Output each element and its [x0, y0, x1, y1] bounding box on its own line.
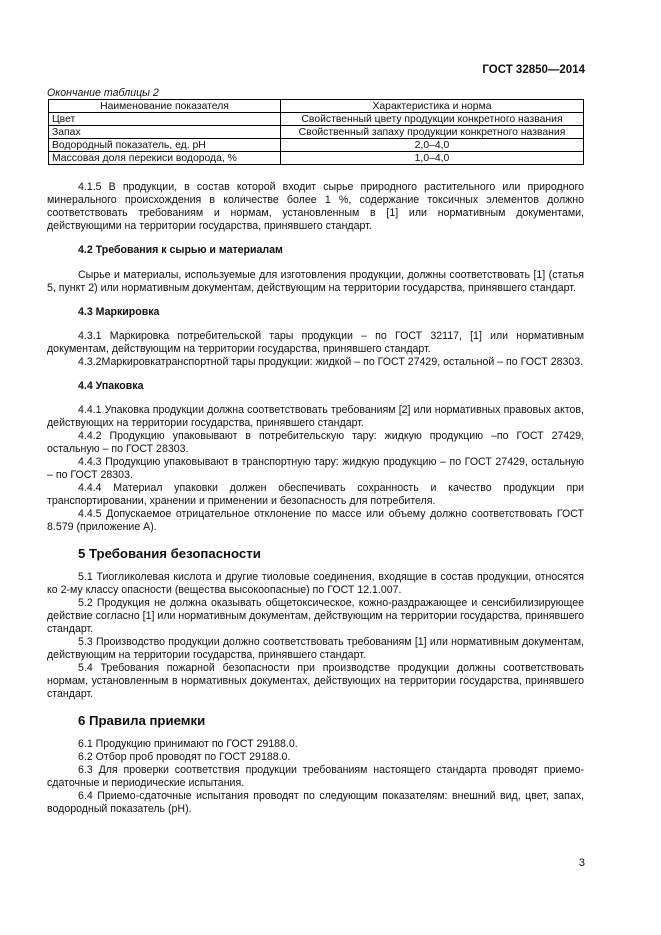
paragraph-4-4-3: 4.4.3 Продукцию упаковывают в транспортную тару: жидкую продукцию – по ГОСТ 27429, остальную – по ГОСТ 28303.: [47, 456, 584, 481]
paragraph-4-4-2: 4.4.2 Продукцию упаковывают в потребительскую тару: жидкую продукцию –по ГОСТ 27429, остальную – по ГОСТ 28303.: [47, 430, 584, 455]
table-cell: 2,0–4,0: [281, 139, 584, 152]
paragraph-4-3-2: 4.3.2Маркировкатранспортной тары продукции: жидкой – по ГОСТ 27429, остальной – по ГОСТ 28303.: [78, 356, 584, 368]
table-header-row: [49, 100, 584, 113]
section-heading-6: 6 Правила приемки: [78, 713, 206, 728]
table-row: [49, 113, 584, 126]
paragraph-6-2: 6.2 Отбор проб проводят по ГОСТ 29188.0.: [78, 751, 291, 763]
paragraph-4-4-5: 4.4.5 Допускаемое отрицательное отклонение по массе или объему должно соответствовать ГОСТ 8.579 (приложение А).: [47, 508, 584, 533]
column-header: Наименование показателя: [49, 100, 281, 113]
paragraph-4-1-5: 4.1.5 В продукции, в состав которой входит сырье природного растительного или природного минерального происхождения в количестве более 1 %, содержание токсичных элементов должно соответствовать требованиям и нормам, установленным в [1] или нормативным документами, действующими на территории государства, принявшего стандарт.: [47, 181, 584, 232]
table-caption: Окончание таблицы 2: [47, 87, 159, 99]
paragraph-4-4-4: 4.4.4 Материал упаковки должен обеспечивать сохранность и качество продукции при транспортировании, хранении и применении и безопасность для потребителя.: [47, 482, 584, 507]
table-cell: Цвет: [49, 113, 281, 126]
table-cell: Водородный показатель, ед. pH: [49, 139, 281, 152]
section-heading-4-3: 4.3 Маркировка: [78, 306, 160, 318]
column-header: Характеристика и норма: [281, 100, 584, 113]
table-row: [49, 152, 584, 165]
table-cell: 1,0–4,0: [281, 152, 584, 165]
document-body: [47, 181, 584, 816]
paragraph-5-4: 5.4 Требования пожарной безопасности при производстве продукции должны соответствовать нормам, установленным в нормативных документах, действующих на территории государства, принявшего стандарт.: [47, 662, 584, 700]
paragraph-4-4-1: 4.4.1 Упаковка продукции должна соответствовать требованиям [2] или нормативных правовых актов, действующих на территории государства, принявшего стандарт.: [47, 404, 584, 429]
paragraph-6-1: 6.1 Продукцию принимают по ГОСТ 29188.0.: [78, 738, 298, 750]
table-cell: Свойственный цвету продукции конкретного названия: [281, 113, 584, 126]
spec-table: [48, 99, 584, 165]
paragraph-5-1: 5.1 Тиогликолевая кислота и другие тиоловые соединения, входящие в состав продукции, относятся ко 2-му классу опасности (вещества высокоопасные) по ГОСТ 12.1.007.: [47, 571, 584, 596]
table-cell: Массовая доля перекиси водорода, %: [49, 152, 281, 165]
paragraph-4-3-1: 4.3.1 Маркировка потребительской тары продукции – по ГОСТ 32117, [1] или нормативным документам, действующим на территории государства, принявшего стандарт.: [47, 330, 584, 355]
document-id: ГОСТ 32850—2014: [482, 64, 585, 76]
paragraph-6-3: 6.3 Для проверки соответствия продукции требованиям настоящего стандарта проводят приемо-сдаточные и периодические испытания.: [47, 764, 584, 789]
paragraph-4-2: Сырье и материалы, используемые для изготовления продукции, должны соответствовать [1] (статья 5, пункт 2) или нормативным документам, действующим на территории государства, принявшего стандарт.: [47, 269, 584, 294]
section-heading-4-4: 4.4 Упаковка: [78, 380, 144, 392]
paragraph-6-4: 6.4 Приемо-сдаточные испытания проводят по следующим показателям: внешний вид, цвет, запах, водородный показатель (pH).: [47, 790, 584, 815]
section-heading-4-2: 4.2 Требования к сырью и материалам: [78, 244, 283, 256]
table-row: [49, 139, 584, 152]
table-row: [49, 126, 584, 139]
paragraph-5-2: 5.2 Продукция не должна оказывать общетоксическое, кожно-раздражающее и сенсибилизирующее действие согласно [1] или нормативным документам, действующим на территории государства, принявшего стандарт.: [47, 597, 584, 635]
table-cell: Запах: [49, 126, 281, 139]
section-heading-5: 5 Требования безопасности: [78, 546, 261, 561]
page-number: 3: [578, 857, 585, 869]
paragraph-5-3: 5.3 Производство продукции должно соответствовать требованиям [1] или нормативным документам, действующим на территории государства, принявшего стандарт.: [47, 636, 584, 661]
table-cell: Свойственный запаху продукции конкретного названия: [281, 126, 584, 139]
